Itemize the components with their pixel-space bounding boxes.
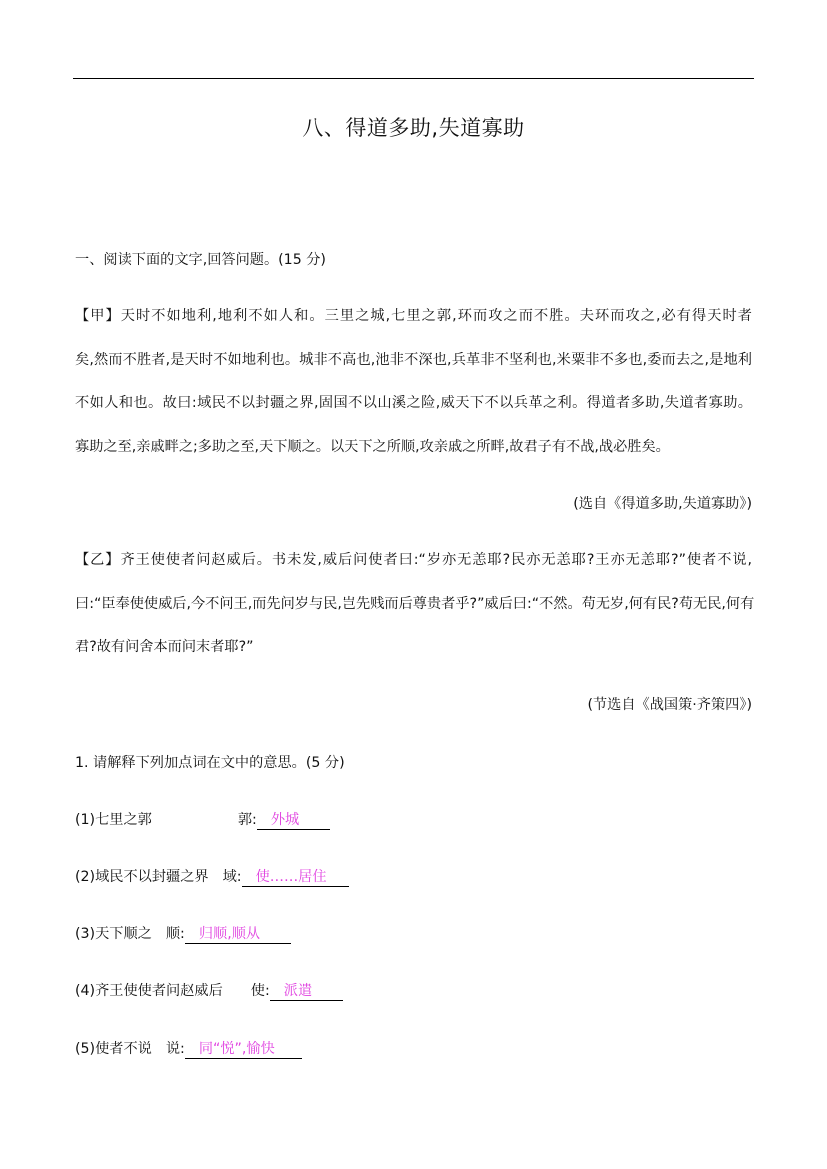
- passage-a-source: (选自《得道多助,失道寡助》): [573, 496, 752, 512]
- item-phrase: (3)天下顺之: [75, 926, 152, 942]
- passage-b-line: 曰:“臣奉使使威后,今不问王,而先问岁与民,岂先贱而后尊贵者乎?”威后曰:“不然。苟无岁,何有民?苟无民,何有: [75, 595, 755, 612]
- item-phrase: (2)域民不以封疆之界: [75, 869, 209, 885]
- question-item: [75, 866, 349, 887]
- answer-blank: 派遣: [270, 982, 343, 1001]
- item-word: 说:: [165, 1041, 185, 1057]
- answer-blank: 使……居住: [242, 868, 349, 887]
- passage-b: [75, 550, 755, 681]
- question-item: [75, 809, 330, 830]
- question-item: [75, 923, 291, 944]
- answer-blank: 同“悦”,愉快: [185, 1040, 302, 1059]
- question-item: [75, 980, 343, 1001]
- page-title: 八、得道多助,失道寡助: [302, 116, 525, 140]
- item-word: 顺:: [165, 926, 185, 942]
- question-prompt: 1. 请解释下列加点词在文中的意思。(5 分): [75, 755, 345, 771]
- passage-b-source: (节选自《战国策·齐策四》): [587, 697, 752, 713]
- question-item: [75, 1038, 302, 1059]
- item-word: 域:: [222, 869, 242, 885]
- item-word: 使:: [250, 983, 270, 999]
- passage-a-line: 不如人和也。故曰:域民不以封疆之界,固国不以山溪之险,威天下不以兵革之利。得道者多助,失道者寡助。: [75, 395, 752, 411]
- item-phrase: (4)齐王使使者问赵威后: [75, 983, 223, 999]
- passage-a: [75, 306, 752, 480]
- passage-a-line: 【甲】天时不如地利,地利不如人和。三里之城,七里之郭,环而攻之而不胜。夫环而攻之,必有得天时者: [75, 308, 752, 324]
- passage-a-line: 寡助之至,亲戚畔之;多助之至,天下顺之。以天下之所顺,攻亲戚之所畔,故君子有不战,战必胜矣。: [75, 438, 670, 455]
- answer-blank: 归顺,顺从: [185, 925, 291, 944]
- passage-a-line: 矣,然而不胜者,是天时不如地利也。城非不高也,池非不深也,兵革非不坚利也,米粟非不多也,委而去之,是地利: [75, 351, 752, 368]
- section-heading: 一、阅读下面的文字,回答问题。(15 分): [75, 252, 326, 268]
- header-rule: [73, 78, 754, 79]
- passage-b-line: 【乙】齐王使使者问赵威后。书未发,威后问使者曰:“岁亦无恙耶?民亦无恙耶?王亦无恙耶?”使者不说,: [75, 552, 752, 568]
- item-word: 郭:: [237, 812, 257, 828]
- answer-blank: 外城: [257, 811, 330, 830]
- passage-b-line: 君?故有问舍本而问末者耶?”: [75, 639, 254, 655]
- item-phrase: (1)七里之郭: [75, 812, 152, 828]
- item-phrase: (5)使者不说: [75, 1041, 152, 1057]
